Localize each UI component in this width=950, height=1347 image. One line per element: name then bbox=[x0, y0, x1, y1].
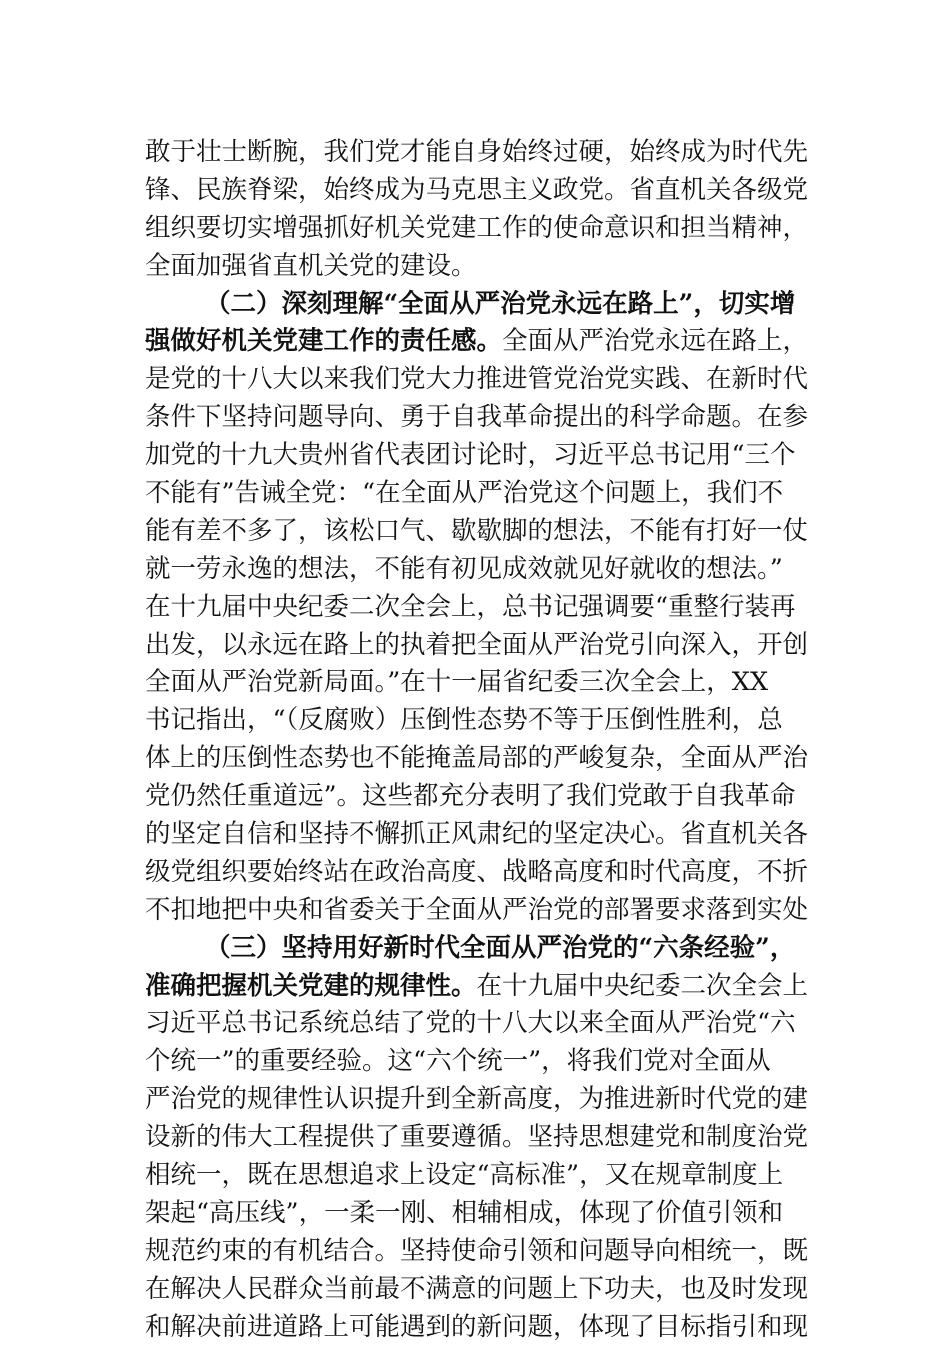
text-line: 敢于壮士断腕，我们党才能自身始终过硬，始终成为时代先 bbox=[145, 137, 809, 167]
text-line: 规范约束的有机结合。坚持使命引领和问题导向相统一，既 bbox=[145, 1235, 809, 1266]
text-line: 在十九届中央纪委二次全会上，总书记强调要“重整行装再 bbox=[145, 591, 796, 622]
text-line bbox=[145, 323, 815, 361]
text-line: 组织要切实增强抓好机关党建工作的使命意识和担当精神， bbox=[145, 212, 809, 243]
text-line: 就一劳永逸的想法，不能有初见成效就见好就收的想法。” bbox=[145, 553, 783, 584]
text-line: 全面从严治党新局面。”在十一届省纪委三次全会上，XX bbox=[145, 667, 769, 698]
text-line: 不能有”告诫全党：“在全面从严治党这个问题上，我们不 bbox=[145, 478, 784, 509]
text-line: 级党组织要始终站在政治高度、战略高度和时代高度，不折 bbox=[145, 856, 809, 887]
text-line: 个统一”的重要经验。这“六个统一”，将我们党对全面从 bbox=[145, 1046, 771, 1077]
text-line: 加党的十九大贵州省代表团讨论时，习近平总书记用“三个 bbox=[145, 440, 796, 471]
section-heading-3: （三）坚持用好新时代全面从严治党的“六条经验”， bbox=[205, 932, 796, 963]
text-line: 和解决前进道路上可能遇到的新问题，体现了目标指引和现 bbox=[145, 1311, 809, 1342]
text-line: 在解决人民群众当前最不满意的问题上下功夫，也及时发现 bbox=[145, 1273, 809, 1304]
section-heading-2: （二）深刻理解“全面从严治党永远在路上”，切实增 bbox=[205, 288, 796, 319]
document-body bbox=[145, 134, 815, 1347]
text-line: 的坚定自信和坚持不懈抓正风肃纪的坚定决心。省直机关各 bbox=[145, 819, 809, 850]
text-line: 相统一，既在思想追求上设定“高标准”，又在规章制度上 bbox=[145, 1160, 784, 1191]
text-line: 党仍然任重道远”。这些都充分表明了我们党敢于自我革命 bbox=[145, 781, 796, 812]
text-line: 架起“高压线”，一柔一刚、相辅相成，体现了价值引领和 bbox=[145, 1197, 784, 1228]
text-line: 习近平总书记系统总结了党的十八大以来全面从严治党“六 bbox=[145, 1008, 796, 1039]
text-line: 是党的十八大以来我们党大力推进管党治党实践、在新时代 bbox=[145, 364, 809, 395]
text-line: 条件下坚持问题导向、勇于自我革命提出的科学命题。在参 bbox=[145, 402, 809, 433]
text-line: 出发，以永远在路上的执着把全面从严治党引向深入，开创 bbox=[145, 629, 809, 660]
section-heading-2-cont: 强做好机关党建工作的责任感。 bbox=[145, 326, 503, 357]
text-segment: 全面从严治党永远在路上， bbox=[502, 326, 809, 357]
text-line: 书记指出，“（反腐败）压倒性态势不等于压倒性胜利，总 bbox=[145, 705, 783, 736]
section-heading-3-cont: 准确把握机关党建的规律性。 bbox=[145, 970, 477, 1001]
text-line: 严治党的规律性认识提升到全新高度，为推进新时代党的建 bbox=[145, 1084, 809, 1115]
text-line: 能有差不多了，该松口气、歇歇脚的想法，不能有打好一仗 bbox=[145, 515, 809, 546]
text-line: 锋、民族脊梁，始终成为马克思主义政党。省直机关各级党 bbox=[145, 174, 809, 205]
text-line: 不扣地把中央和省委关于全面从严治党的部署要求落到实处 bbox=[145, 894, 809, 925]
text-line bbox=[145, 968, 815, 1006]
text-line: 设新的伟大工程提供了重要遵循。坚持思想建党和制度治党 bbox=[145, 1122, 809, 1153]
text-line: 体上的压倒性态势也不能掩盖局部的严峻复杂，全面从严治 bbox=[145, 743, 809, 774]
text-segment: 在十九届中央纪委二次全会上 bbox=[476, 970, 809, 1001]
text-line: 全面加强省直机关党的建设。 bbox=[145, 250, 477, 281]
